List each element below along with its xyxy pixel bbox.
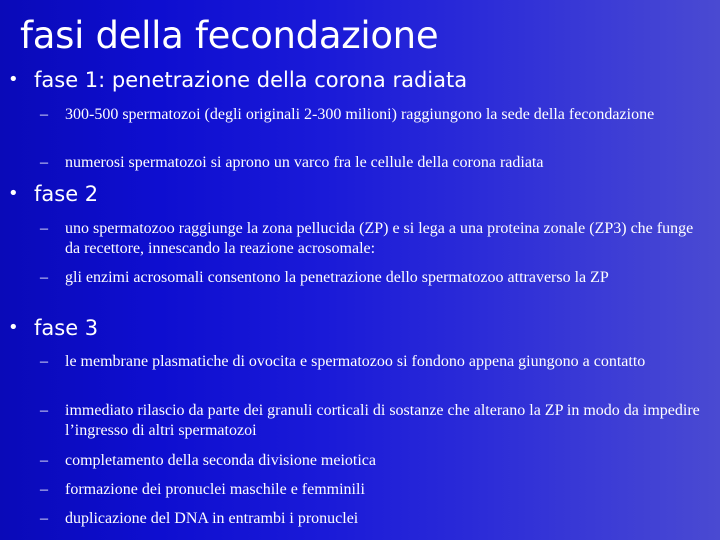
list-item (40, 219, 712, 259)
section-heading-text: fase 3 (34, 316, 99, 340)
dash-icon: – (40, 452, 48, 469)
list-item-text: uno spermatozoo raggiunge la zona pellucida (ZP) e si lega a una proteina zonale (ZP3) che funge da recettore, innescando la reazione acrosomale: (65, 220, 694, 257)
bullet-icon: • (8, 69, 19, 90)
list-item (40, 105, 712, 125)
dash-icon: – (40, 481, 48, 498)
slide-title: fasi della fecondazione (20, 14, 439, 57)
dash-icon: – (40, 402, 48, 419)
dash-icon: – (40, 510, 48, 527)
bullet-icon: • (8, 183, 19, 204)
list-item-text: le membrane plasmatiche di ovocita e spermatozoo si fondono appena giungono a contatto (65, 353, 646, 370)
bullet-icon: • (8, 317, 19, 338)
list-item-text: numerosi spermatozoi si aprono un varco fra le cellule della corona radiata (65, 154, 544, 171)
section-heading-text: fase 1: penetrazione della corona radiata (34, 68, 468, 92)
dash-icon: – (40, 220, 48, 237)
list-item (40, 401, 712, 441)
list-item-text: immediato rilascio da parte dei granuli corticali di sostanze che alterano la ZP in modo da impedire l’ingresso di altri spermatozoi (65, 402, 700, 439)
list-item (40, 451, 712, 471)
list-item-text: 300-500 spermatozoi (degli originali 2-300 milioni) raggiungono la sede della fecondazione (65, 106, 655, 123)
dash-icon: – (40, 154, 48, 171)
list-item-text: duplicazione del DNA in entrambi i pronuclei (65, 510, 359, 527)
dash-icon: – (40, 269, 48, 286)
list-item (40, 480, 712, 500)
dash-icon: – (40, 353, 48, 370)
list-item-text: formazione dei pronuclei maschile e femminili (65, 481, 365, 498)
list-item-text: gli enzimi acrosomali consentono la penetrazione dello spermatozoo attraverso la ZP (65, 269, 609, 286)
dash-icon: – (40, 106, 48, 123)
list-item (40, 268, 712, 288)
list-item-text: completamento della seconda divisione meiotica (65, 452, 377, 469)
list-item (40, 153, 712, 173)
section-heading-text: fase 2 (34, 182, 99, 206)
list-item (40, 509, 712, 529)
list-item (40, 352, 712, 372)
